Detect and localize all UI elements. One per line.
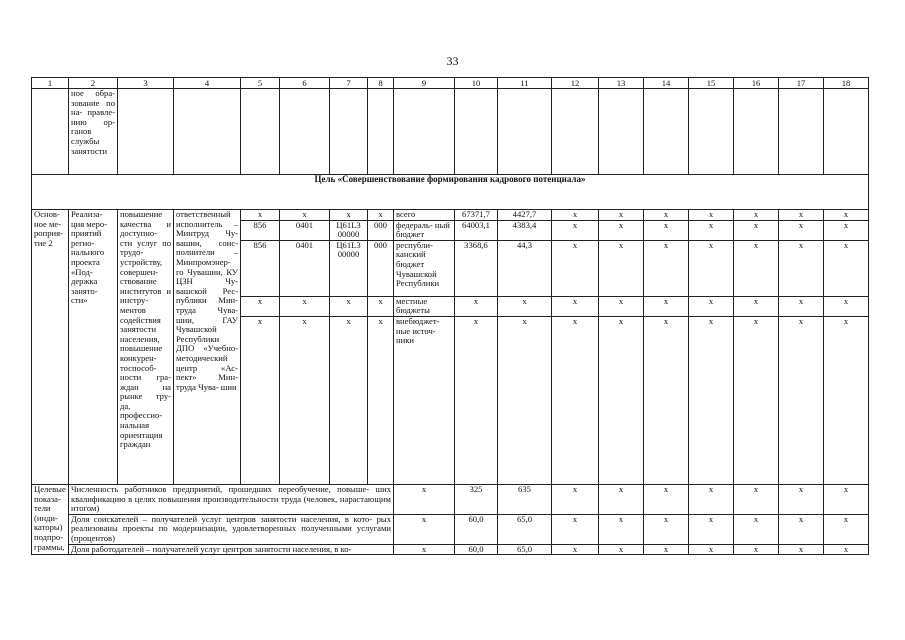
header-cell: 15 xyxy=(689,78,734,89)
kbk-section: 0401 xyxy=(280,240,330,296)
x-cell: x xyxy=(689,484,734,514)
x-cell: x xyxy=(734,210,779,221)
header-cell: 3 xyxy=(118,78,174,89)
funding-value: 3368,6 xyxy=(455,240,498,296)
x-cell: x xyxy=(644,296,689,316)
x-cell: x xyxy=(599,240,644,296)
x-cell: x xyxy=(824,544,869,555)
table-cell xyxy=(644,89,689,175)
kbk-expense-type: x xyxy=(368,210,394,221)
x-cell: x xyxy=(552,296,599,316)
funding-row xyxy=(32,210,869,221)
x-cell: x xyxy=(824,296,869,316)
table-cell xyxy=(394,89,455,175)
kbk-grbs: x xyxy=(241,210,280,221)
event-title: Реализа- ция меро- приятий регио- нального проекта «Под- держка занято- сти» xyxy=(69,210,118,485)
target-row xyxy=(32,544,869,555)
kbk-target: Ц61L3 00000 xyxy=(330,220,368,240)
kbk-grbs: x xyxy=(241,316,280,484)
header-cell: 2 xyxy=(69,78,118,89)
funding-value: 67371,7 xyxy=(455,210,498,221)
x-cell: x xyxy=(644,484,689,514)
target-c9: x xyxy=(394,514,455,544)
header-cell: 10 xyxy=(455,78,498,89)
x-cell: x xyxy=(779,220,824,240)
x-cell: x xyxy=(552,544,599,555)
x-cell: x xyxy=(552,316,599,484)
event-indicators: повышение качества и доступно- сти услуг по трудо- устройству, совершен- ствование институтов и инстру- ментов содействия занятости населения, повышение конкурен- тоспособ- ности гра- ждан на рынке тру- да, профессио- нальная ориентация граждан xyxy=(118,210,174,485)
kbk-expense-type: 000 xyxy=(368,220,394,240)
target-c9: x xyxy=(394,544,455,555)
target-row xyxy=(32,514,869,544)
header-cell: 9 xyxy=(394,78,455,89)
funding-source: всего xyxy=(394,210,455,221)
x-cell: x xyxy=(689,514,734,544)
funding-value: x xyxy=(455,296,498,316)
target-c9: x xyxy=(394,484,455,514)
table-cell xyxy=(455,89,498,175)
x-cell: x xyxy=(599,316,644,484)
header-cell: 4 xyxy=(174,78,241,89)
target-indicator: Доля работодателей – получателей услуг центров занятости населения, в ко- xyxy=(69,544,394,555)
x-cell: x xyxy=(644,210,689,221)
target-value: 65,0 xyxy=(498,544,552,555)
target-value: 65,0 xyxy=(498,514,552,544)
kbk-target: x xyxy=(330,316,368,484)
kbk-grbs: 856 xyxy=(241,240,280,296)
header-cell: 6 xyxy=(280,78,330,89)
kbk-grbs: 856 xyxy=(241,220,280,240)
x-cell: x xyxy=(599,514,644,544)
x-cell: x xyxy=(644,514,689,544)
target-indicator: Численность работников предприятий, прошедших переобучение, повыше- ших квалификацию в целях повышения производительности труда (человек, нарастающим итогом) xyxy=(69,484,394,514)
x-cell: x xyxy=(824,514,869,544)
funding-value: x xyxy=(455,316,498,484)
x-cell: x xyxy=(779,484,824,514)
x-cell: x xyxy=(734,484,779,514)
table-cell xyxy=(824,89,869,175)
x-cell: x xyxy=(779,514,824,544)
header-row xyxy=(32,78,869,89)
header-cell: 5 xyxy=(241,78,280,89)
x-cell: x xyxy=(734,240,779,296)
event-name: Основ- ное ме- роприя- тие 2 xyxy=(32,210,69,485)
funding-value: 64003,1 xyxy=(455,220,498,240)
x-cell: x xyxy=(644,220,689,240)
header-cell: 16 xyxy=(734,78,779,89)
goal-heading: Цель «Совершенствование формирования кадрового потенциала» xyxy=(32,175,869,210)
table-cell xyxy=(779,89,824,175)
header-cell: 17 xyxy=(779,78,824,89)
x-cell: x xyxy=(779,210,824,221)
kbk-target: x xyxy=(330,296,368,316)
target-value: 60,0 xyxy=(455,544,498,555)
table-cell xyxy=(280,89,330,175)
table-cell xyxy=(174,89,241,175)
x-cell: x xyxy=(734,544,779,555)
page-number: 33 xyxy=(446,54,459,68)
funding-source: федераль- ный бюджет xyxy=(394,220,455,240)
x-cell: x xyxy=(599,210,644,221)
table-cell xyxy=(330,89,368,175)
x-cell: x xyxy=(734,316,779,484)
target-indicator: Доля соискателей – получателей услуг центров занятости населения, в кото- рых реализованы проекты по модернизации, удовлетворенных полученными услугами (процентов) xyxy=(69,514,394,544)
x-cell: x xyxy=(779,316,824,484)
target-value: 60,0 xyxy=(455,514,498,544)
target-value: 635 xyxy=(498,484,552,514)
kbk-section: x xyxy=(280,296,330,316)
kbk-section: 0401 xyxy=(280,220,330,240)
target-label: Целевые показа- тели (инди- каторы) подпро- граммы, xyxy=(32,484,69,554)
header-cell: 18 xyxy=(824,78,869,89)
x-cell: x xyxy=(689,296,734,316)
header-cell: 7 xyxy=(330,78,368,89)
continuation-row xyxy=(32,89,869,175)
x-cell: x xyxy=(779,296,824,316)
header-cell: 8 xyxy=(368,78,394,89)
header-cell: 11 xyxy=(498,78,552,89)
x-cell: x xyxy=(734,514,779,544)
kbk-expense-type: 000 xyxy=(368,240,394,296)
target-row xyxy=(32,484,869,514)
program-table xyxy=(31,77,869,555)
kbk-target: Ц61L3 00000 xyxy=(330,240,368,296)
x-cell: x xyxy=(824,240,869,296)
kbk-expense-type: x xyxy=(368,296,394,316)
x-cell: x xyxy=(734,220,779,240)
x-cell: x xyxy=(599,544,644,555)
x-cell: x xyxy=(644,316,689,484)
kbk-target: x xyxy=(330,210,368,221)
x-cell: x xyxy=(599,484,644,514)
kbk-grbs: x xyxy=(241,296,280,316)
event-executor: ответственный исполнитель – Минтруд Чу- вашии, соис- полнители – Минпромэнер- го Чувашии, КУ ЦЗН Чу- вашской Рес- публики Мин- труда Чува- шии, ГАУ Чувашской Республики ДПО «Учебно- методический центр «Ас- пект» Мин- труда Чува- шии xyxy=(174,210,241,485)
table-cell xyxy=(118,89,174,175)
table-cell xyxy=(552,89,599,175)
x-cell: x xyxy=(689,240,734,296)
x-cell: x xyxy=(824,210,869,221)
header-cell: 14 xyxy=(644,78,689,89)
x-cell: x xyxy=(599,296,644,316)
x-cell: x xyxy=(779,544,824,555)
x-cell: x xyxy=(552,220,599,240)
x-cell: x xyxy=(689,220,734,240)
funding-value: x xyxy=(498,296,552,316)
header-cell: 1 xyxy=(32,78,69,89)
header-cell: 12 xyxy=(552,78,599,89)
x-cell: x xyxy=(552,514,599,544)
target-value: 325 xyxy=(455,484,498,514)
table-cell xyxy=(599,89,644,175)
x-cell: x xyxy=(552,484,599,514)
x-cell: x xyxy=(599,220,644,240)
table-cell xyxy=(32,89,69,175)
goal-row xyxy=(32,175,869,210)
header-cell: 13 xyxy=(599,78,644,89)
kbk-section: x xyxy=(280,316,330,484)
x-cell: x xyxy=(689,210,734,221)
kbk-section: x xyxy=(280,210,330,221)
kbk-expense-type: x xyxy=(368,316,394,484)
x-cell: x xyxy=(689,544,734,555)
x-cell: x xyxy=(824,316,869,484)
funding-value: x xyxy=(498,316,552,484)
table-cell xyxy=(241,89,280,175)
funding-value: 44,3 xyxy=(498,240,552,296)
x-cell: x xyxy=(779,240,824,296)
x-cell: x xyxy=(552,240,599,296)
x-cell: x xyxy=(552,210,599,221)
funding-value: 4383,4 xyxy=(498,220,552,240)
x-cell: x xyxy=(824,220,869,240)
table-cell xyxy=(368,89,394,175)
x-cell: x xyxy=(734,296,779,316)
x-cell: x xyxy=(644,240,689,296)
table-cell xyxy=(734,89,779,175)
table-cell xyxy=(498,89,552,175)
continuation-text: ное обра- зование по на- правле- нию ор- ганов службы занятости xyxy=(69,89,118,175)
funding-source: внебюджет- ные источ- ники xyxy=(394,316,455,484)
x-cell: x xyxy=(644,544,689,555)
x-cell: x xyxy=(824,484,869,514)
table-cell xyxy=(689,89,734,175)
funding-value: 4427,7 xyxy=(498,210,552,221)
x-cell: x xyxy=(689,316,734,484)
funding-source: республи- канский бюджет Чувашской Республики xyxy=(394,240,455,296)
funding-source: местные бюджеты xyxy=(394,296,455,316)
